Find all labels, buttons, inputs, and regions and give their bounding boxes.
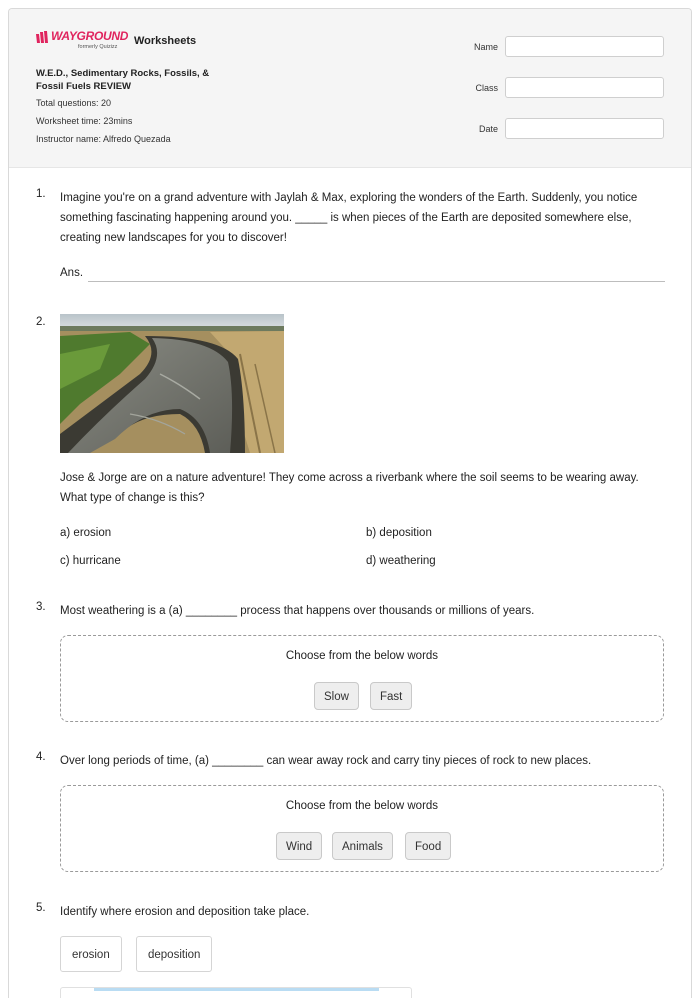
logo-wordmark: WAYGROUND bbox=[51, 29, 129, 43]
worksheet-time: Worksheet time: 23mins bbox=[36, 116, 133, 126]
diagram-image-top bbox=[60, 987, 412, 998]
label-chip-erosion[interactable]: erosion bbox=[60, 936, 122, 972]
word-bank-q3 bbox=[60, 635, 664, 722]
question-number: 5. bbox=[36, 902, 46, 914]
question-text: Over long periods of time, (a) ________ can wear away rock and carry tiny pieces of rock to new places. bbox=[60, 755, 592, 767]
class-label: Class bbox=[475, 83, 498, 93]
word-chip-fast[interactable]: Fast bbox=[370, 682, 412, 710]
word-chip-slow[interactable]: Slow bbox=[314, 682, 359, 710]
worksheet-title-line2: Fossil Fuels REVIEW bbox=[36, 81, 132, 92]
worksheet-title bbox=[36, 67, 256, 93]
option-a[interactable]: a) erosion bbox=[60, 527, 112, 539]
word-chip-food[interactable]: Food bbox=[405, 832, 451, 860]
option-b[interactable]: b) deposition bbox=[366, 527, 432, 539]
worksheet-title-line1: W.E.D., Sedimentary Rocks, Fossils, & bbox=[36, 68, 210, 79]
brand bbox=[36, 29, 196, 55]
logo-subtitle: formerly Quizizz bbox=[78, 44, 118, 50]
riverbank-image bbox=[60, 314, 284, 453]
worksheet-page bbox=[8, 8, 692, 998]
word-bank-title: Choose from the below words bbox=[285, 800, 439, 812]
answer-line[interactable] bbox=[88, 281, 665, 282]
word-chip-animals[interactable]: Animals bbox=[332, 832, 393, 860]
question-2 bbox=[36, 468, 666, 512]
word-bank-q4 bbox=[60, 785, 664, 872]
question-text: Imagine you're on a grand adventure with Jaylah & Max, exploring the wonders of the Earth. Suddenly, you notice something fascinating happening around you. _____ is when pieces of the Earth are deposited somewhere else, creating new landscapes for you to discover! bbox=[60, 192, 638, 244]
logo-bars-icon bbox=[36, 31, 50, 43]
wayground-logo bbox=[36, 29, 128, 55]
name-label: Name bbox=[473, 42, 498, 52]
question-5 bbox=[36, 902, 666, 922]
date-field[interactable] bbox=[505, 118, 664, 139]
question-text: Jose & Jorge are on a nature adventure! They come across a riverbank where the soil seems to be wearing away. What type of change is this? bbox=[60, 472, 639, 504]
option-c[interactable]: c) hurricane bbox=[60, 555, 121, 567]
label-chip-deposition[interactable]: deposition bbox=[136, 936, 212, 972]
question-text: Most weathering is a (a) ________ process that happens over thousands or millions of years. bbox=[60, 605, 535, 617]
name-field[interactable] bbox=[505, 36, 664, 57]
worksheet-header bbox=[9, 9, 691, 168]
question-number: 1. bbox=[36, 188, 46, 200]
option-d[interactable]: d) weathering bbox=[366, 555, 436, 567]
total-questions: Total questions: 20 bbox=[36, 98, 112, 108]
riverbank-photo bbox=[60, 314, 284, 453]
word-bank-title: Choose from the below words bbox=[285, 650, 439, 662]
question-text: Identify where erosion and deposition take place. bbox=[60, 906, 310, 918]
word-chip-wind[interactable]: Wind bbox=[276, 832, 322, 860]
question-1 bbox=[36, 188, 666, 288]
product-name: Worksheets bbox=[134, 35, 197, 47]
class-field[interactable] bbox=[505, 77, 664, 98]
answer-label: Ans. bbox=[60, 267, 84, 279]
question-4 bbox=[36, 751, 666, 771]
question-number: 4. bbox=[36, 751, 46, 763]
instructor-name: Instructor name: Alfredo Quezada bbox=[36, 134, 171, 144]
question-3 bbox=[36, 601, 666, 621]
question-number: 3. bbox=[36, 601, 46, 613]
question-number: 2. bbox=[36, 316, 46, 328]
date-label: Date bbox=[478, 124, 498, 134]
